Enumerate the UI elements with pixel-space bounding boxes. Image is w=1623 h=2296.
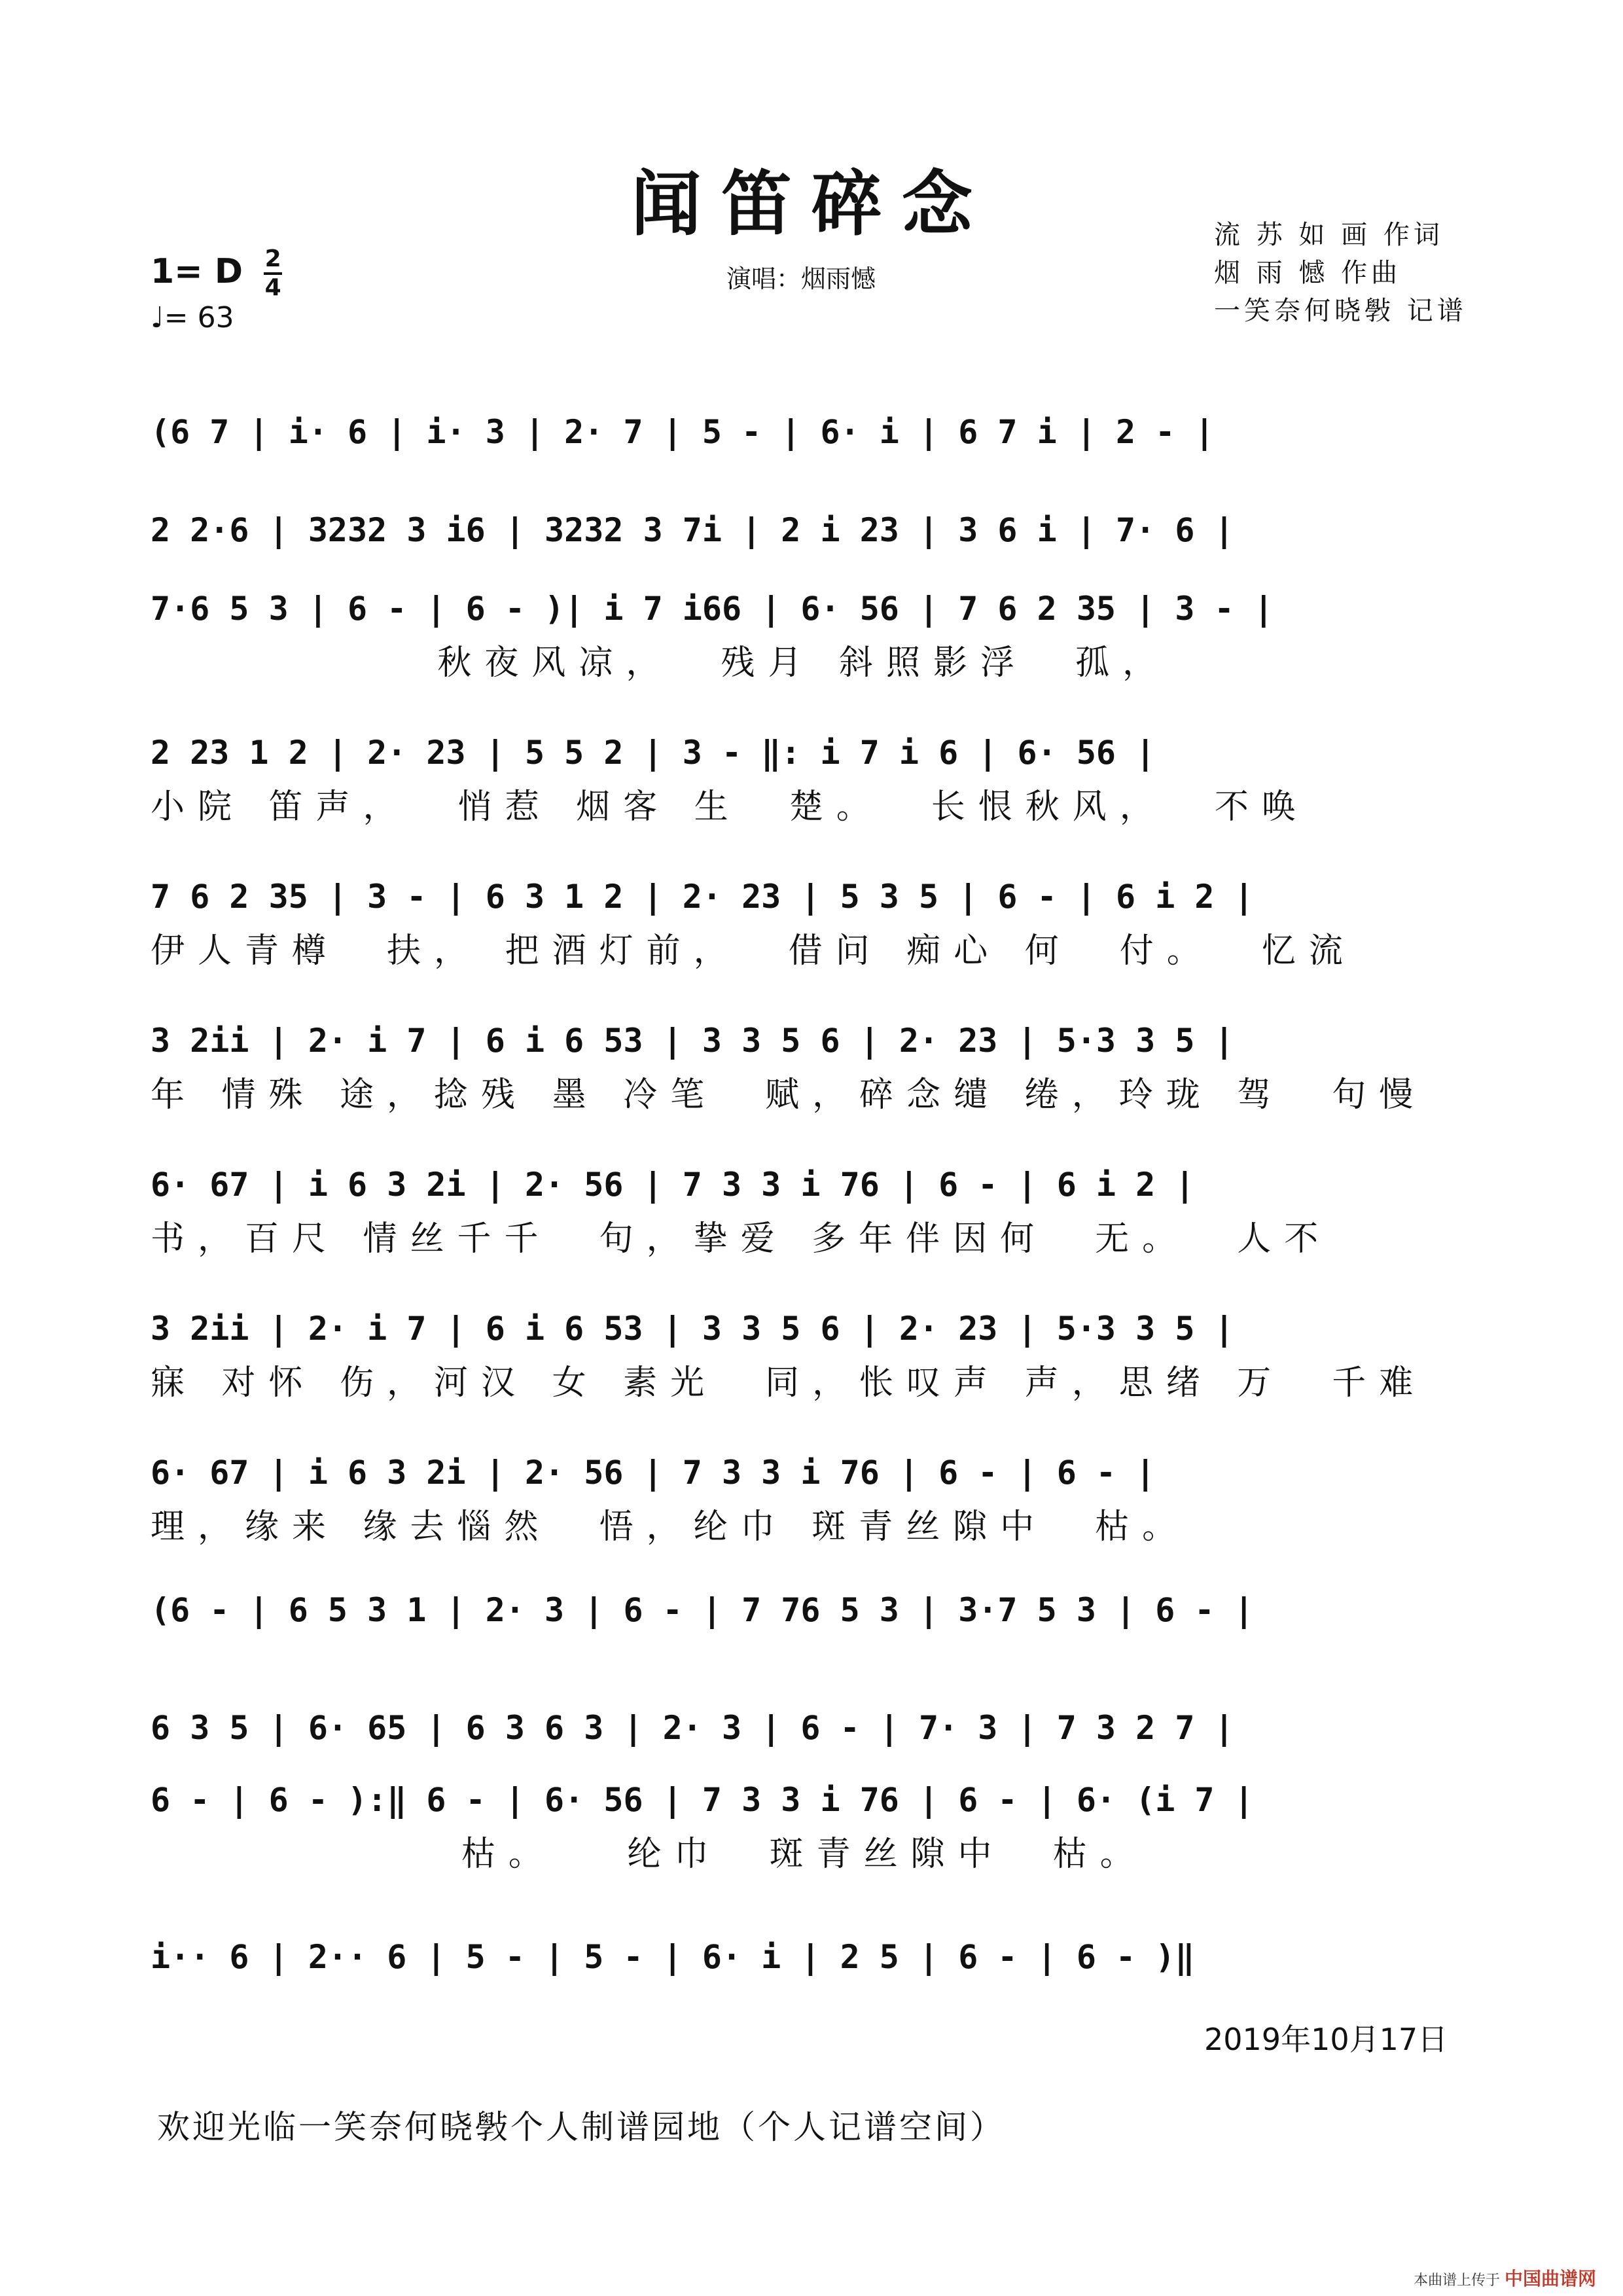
watermark-brand: 中国曲谱网 — [1505, 2268, 1597, 2289]
time-signature — [264, 247, 282, 300]
score-system — [151, 870, 1479, 974]
composer-credit: 烟 雨 憾 作曲 — [1214, 258, 1402, 288]
score-system — [151, 1931, 1479, 1983]
lyric-line: 书，百尺 情丝千千 句，挚爱 多年伴因何 无。 人不 — [151, 1219, 1332, 1259]
footer-note: 欢迎光临一笑奈何晓斅个人制谱园地（个人记谱空间） — [157, 2108, 1005, 2146]
score-system — [151, 504, 1479, 556]
notation-line: 6 - | 6 - ):‖ 6 - | 6· 56 | 7 3 3 i 76 | 6 - | 6· (i 7 | — [151, 1781, 1254, 1819]
watermark — [1414, 2265, 1596, 2291]
notation-line: 2 23 1 2 | 2· 23 | 5 5 2 | 3 - ‖: i 7 i 6 | 6· 56 | — [151, 734, 1156, 772]
notation-line: 6· 67 | i 6 3 2i | 2· 56 | 7 3 3 i 76 | 6 - | 6 i 2 | — [151, 1166, 1195, 1204]
notation-line: 6· 67 | i 6 3 2i | 2· 56 | 7 3 3 i 76 | 6 - | 6 - | — [151, 1454, 1156, 1492]
lyric-line: 秋夜风凉， 残月 斜照影浮 孤， — [151, 643, 1169, 683]
date-stamp: 2019年10月17日 — [1204, 2022, 1448, 2057]
score-system — [151, 583, 1479, 686]
notation-line: 6 3 5 | 6· 65 | 6 3 6 3 | 2· 3 | 6 - | 7· 3 | 7 3 2 7 | — [151, 1709, 1234, 1747]
transcriber-credit: 一笑奈何晓斅 记谱 — [1214, 296, 1467, 326]
notation-line: 3 2ii | 2· i 7 | 6 i 6 53 | 3 3 5 6 | 2· 23 | 5·3 3 5 | — [151, 1022, 1234, 1060]
key-signature — [151, 247, 282, 300]
credits-block — [1214, 216, 1467, 330]
tempo-marking: ♩= 63 — [151, 301, 234, 334]
notation-line: 7·6 5 3 | 6 - | 6 - )| i 7 i66 | 6· 56 | 7 6 2 35 | 3 - | — [151, 590, 1274, 628]
lyric-line: 年 情殊 途，捻残 墨 冷笔 赋，碎念缱 绻，玲珑 驾 句慢 — [151, 1075, 1427, 1115]
score-system — [151, 726, 1479, 830]
score-system — [151, 1158, 1479, 1262]
lyric-line: 理，缘来 缘去惱然 悟，纶巾 斑青丝隙中 枯。 — [151, 1507, 1190, 1547]
notation-line: (6 7 | i· 6 | i· 3 | 2· 7 | 5 - | 6· i | 6 7 i | 2 - | — [151, 413, 1215, 451]
time-sig-top: 2 — [264, 245, 281, 272]
lyricist-credit: 流 苏 如 画 作词 — [1214, 220, 1444, 250]
lyric-line: 枯。 纶巾 斑青丝隙中 枯。 — [151, 1835, 1147, 1874]
singer-credit: 演唱：烟雨憾 — [726, 264, 876, 293]
notation-line: 7 6 2 35 | 3 - | 6 3 1 2 | 2· 23 | 5 3 5 | 6 - | 6 i 2 | — [151, 878, 1254, 916]
score-system — [151, 1774, 1479, 1877]
score-system — [151, 1014, 1479, 1118]
notation-line: i·· 6 | 2·· 6 | 5 - | 5 - | 6· i | 2 5 | 6 - | 6 - )‖ — [151, 1938, 1195, 1976]
page-title: 闻笛碎念 — [630, 163, 992, 245]
notation-line: 3 2ii | 2· i 7 | 6 i 6 53 | 3 3 5 6 | 2· 23 | 5·3 3 5 | — [151, 1310, 1234, 1348]
time-sig-bottom: 4 — [264, 274, 281, 301]
score-system — [151, 1702, 1479, 1754]
lyric-line: 寐 对怀 伤，河汉 女 素光 同，怅叹声 声，思绪 万 千难 — [151, 1363, 1427, 1403]
notation-line: 2 2·6 | 3232 3 i6 | 3232 3 7i | 2 i 23 | 3 6 i | 7· 6 | — [151, 511, 1234, 549]
lyric-line: 伊人青樽 扶， 把酒灯前， 借问 痴心 何 付。 忆流 — [151, 931, 1356, 971]
score-system — [151, 1446, 1479, 1550]
watermark-prefix: 本曲谱上传于 — [1414, 2272, 1501, 2289]
score-system — [151, 1584, 1479, 1636]
score-system — [151, 406, 1479, 458]
lyric-line: 小院 笛声， 悄惹 烟客 生 楚。 长恨秋风， 不唤 — [151, 787, 1309, 827]
score-system — [151, 1302, 1479, 1406]
notation-line: (6 - | 6 5 3 1 | 2· 3 | 6 - | 7 76 5 3 | 3·7 5 3 | 6 - | — [151, 1591, 1254, 1629]
key-label: 1= D — [151, 252, 243, 291]
